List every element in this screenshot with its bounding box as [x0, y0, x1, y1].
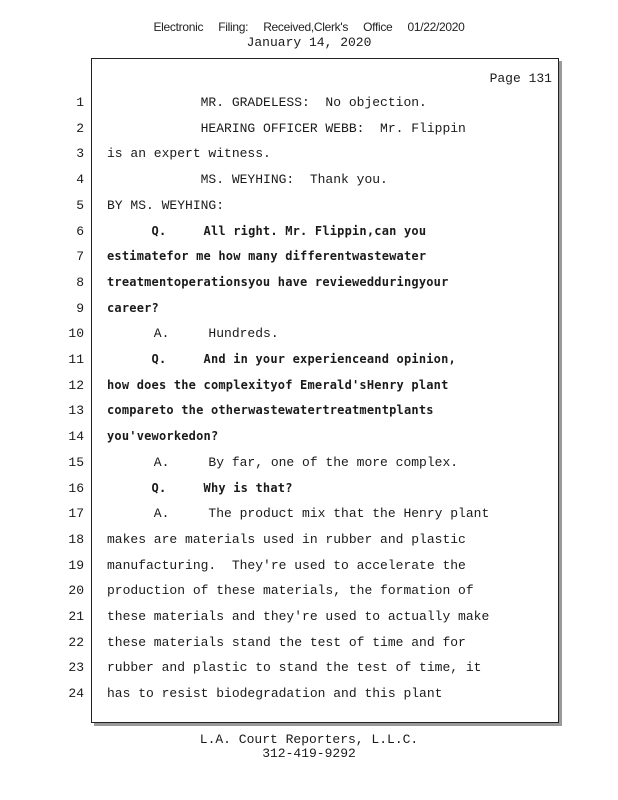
- line-number: 12: [68, 378, 84, 393]
- line-number: 16: [68, 481, 84, 496]
- transcript-line: these materials and they're used to actually make: [107, 609, 490, 624]
- transcript-line: these materials stand the test of time and for: [107, 635, 466, 650]
- line-number: 21: [68, 609, 84, 624]
- line-number: 17: [68, 506, 84, 521]
- stamp-office: Office: [363, 20, 393, 34]
- transcript-line: is an expert witness.: [107, 146, 271, 161]
- page-number: Page 131: [489, 71, 552, 86]
- transcript-line: MR. GRADELESS: No objection.: [107, 95, 427, 110]
- transcript-line: A. By far, one of the more complex.: [107, 455, 459, 470]
- footer-phone: 312-419-9292: [262, 746, 356, 761]
- transcript-line: Q. All right. Mr. Flippin,can you: [107, 224, 427, 238]
- transcript-line: you'veworkedon?: [107, 429, 219, 443]
- stamp-electronic: Electronic: [153, 20, 204, 34]
- line-number: 22: [68, 635, 84, 650]
- line-number: 23: [68, 660, 84, 675]
- transcript-line: HEARING OFFICER WEBB: Mr. Flippin: [107, 121, 466, 136]
- transcript-line: rubber and plastic to stand the test of time, it: [107, 660, 482, 675]
- transcript-line: estimatefor me how many differentwastewater: [107, 249, 427, 263]
- line-number: 14: [68, 429, 84, 444]
- line-number: 18: [68, 532, 84, 547]
- line-number: 1: [76, 95, 84, 110]
- e-filing-stamp: [0, 20, 618, 34]
- line-number: 3: [76, 146, 84, 161]
- line-number: 24: [68, 686, 84, 701]
- stamp-received: Received,Clerk's: [263, 20, 349, 34]
- stamp-date: 01/22/2020: [407, 20, 465, 34]
- transcript-line: A. Hundreds.: [107, 326, 279, 341]
- line-number: 8: [76, 275, 84, 290]
- transcript-line: Q. And in your experienceand opinion,: [107, 352, 456, 366]
- transcript-line: A. The product mix that the Henry plant: [107, 506, 490, 521]
- line-number: 4: [76, 172, 84, 187]
- line-number: 5: [76, 198, 84, 213]
- transcript-line: BY MS. WEYHING:: [107, 198, 225, 213]
- line-number: 10: [68, 326, 84, 341]
- transcript-line: how does the complexityof Emerald'sHenry plant: [107, 378, 449, 392]
- line-number: 15: [68, 455, 84, 470]
- transcript-line: makes are materials used in rubber and plastic: [107, 532, 466, 547]
- line-number: 19: [68, 558, 84, 573]
- transcript-date: January 14, 2020: [246, 35, 372, 50]
- transcript-line: career?: [107, 301, 159, 315]
- transcript-line: compareto the otherwastewatertreatmentplants: [107, 403, 434, 417]
- transcript-line: manufacturing. They're used to accelerate the: [107, 558, 466, 573]
- line-number: 6: [76, 224, 84, 239]
- line-number: 9: [76, 301, 84, 316]
- footer-company: L.A. Court Reporters, L.L.C.: [199, 732, 419, 747]
- stamp-filing: Filing:: [218, 20, 249, 34]
- transcript-line: MS. WEYHING: Thank you.: [107, 172, 388, 187]
- line-number: 11: [68, 352, 84, 367]
- transcript-line: production of these materials, the formation of: [107, 583, 474, 598]
- line-number: 13: [68, 403, 84, 418]
- line-number: 20: [68, 583, 84, 598]
- transcript-line: has to resist biodegradation and this plant: [107, 686, 443, 701]
- line-number: 7: [76, 249, 84, 264]
- transcript-line: Q. Why is that?: [107, 481, 293, 495]
- transcript-line: treatmentoperationsyou have reviewedduringyour: [107, 275, 449, 289]
- line-number: 2: [76, 121, 84, 136]
- footer: [0, 733, 618, 761]
